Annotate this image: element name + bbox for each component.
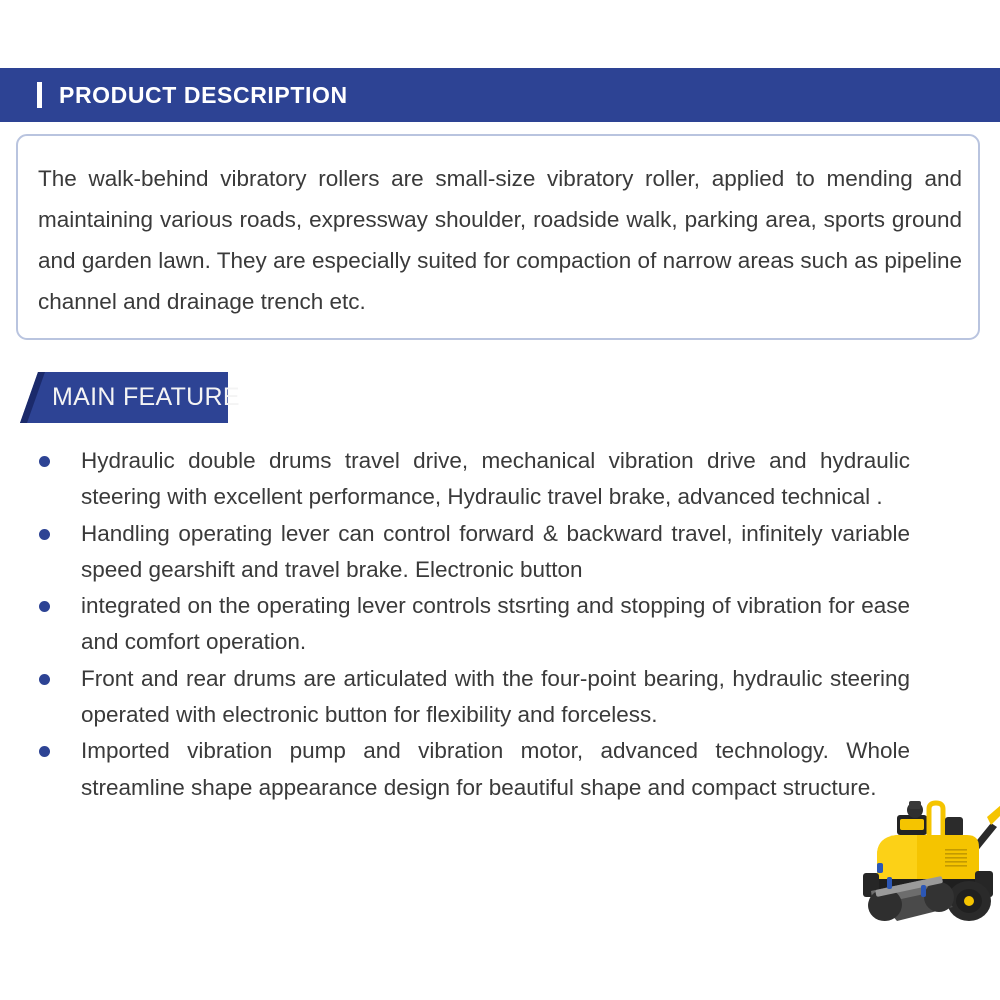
bullet-icon (39, 456, 50, 467)
list-item (30, 733, 910, 806)
list-item-text: Hydraulic double drums travel drive, mechanical vibration drive and hydraulic steering with excellent performance, Hydraulic travel brake, advanced technical . (81, 448, 910, 510)
page-title: PRODUCT DESCRIPTION (59, 81, 348, 108)
bullet-icon (39, 746, 50, 757)
list-item (30, 661, 910, 734)
main-feature-label: MAIN FEATURE (52, 383, 240, 411)
list-item (30, 516, 910, 589)
list-item (30, 588, 910, 661)
list-item-text: Handling operating lever can control forward & backward travel, infinitely variable speed gearshift and travel brake. Electronic button (81, 520, 910, 582)
bullet-icon (39, 674, 50, 685)
bullet-icon (39, 529, 50, 540)
list-item-text: Front and rear drums are articulated with the four-point bearing, hydraulic steering operated with electronic button for flexibility and forceless. (81, 665, 910, 728)
description-paragraph: The walk-behind vibratory rollers are small-size vibratory roller, applied to mending and maintaining various roads, expressway shoulder, roadside walk, parking area, sports ground and garden lawn. They are especially suited for compaction of narrow areas such as pipeline channel and drainage trench etc. (38, 166, 962, 314)
header-accent-bar (37, 82, 42, 108)
list-item (30, 443, 910, 516)
list-item-text: integrated on the operating lever controls stsrting and stopping of vibration for ease and comfort operation. (81, 593, 910, 655)
main-feature-banner (14, 372, 240, 423)
product-photo-roller (857, 793, 1000, 933)
list-item-text: Imported vibration pump and vibration motor, advanced technology. Whole streamline shape appearance design for beautiful shape and compact structure. (81, 738, 910, 800)
bullet-icon (39, 601, 50, 612)
product-description-header (0, 68, 1000, 122)
main-feature-list (30, 443, 910, 806)
description-box (16, 134, 980, 340)
